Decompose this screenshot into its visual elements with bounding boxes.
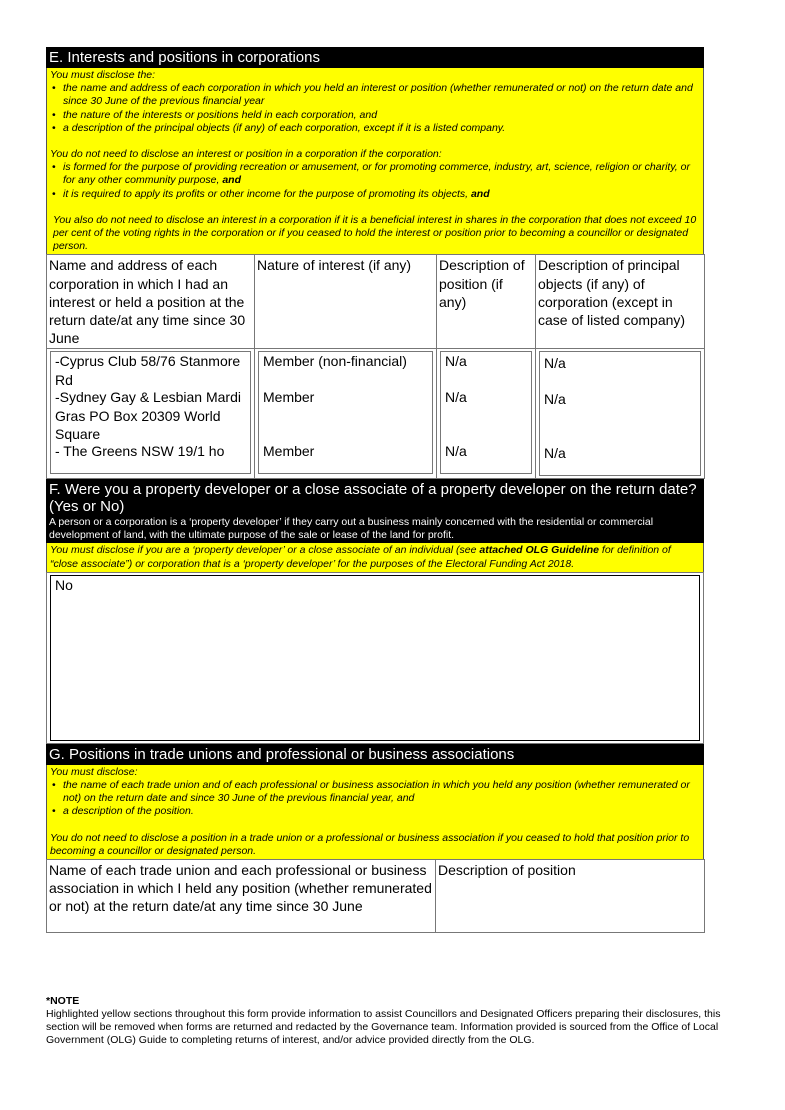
note-title: *NOTE xyxy=(46,995,80,1007)
corporations-table xyxy=(46,254,705,479)
table-cell: -Cyprus Club 58/76 Stanmore Rd xyxy=(55,353,241,388)
and-word: and xyxy=(222,174,242,187)
trade-unions-table xyxy=(46,859,705,933)
guidance-item xyxy=(50,161,700,187)
instruction-text: for definition of “close associate”) or corporation that is a ‘property developer’ for the purposes of the Electoral Funding Act 2018. xyxy=(50,544,671,570)
column-header: Description of position xyxy=(436,860,705,933)
table-cell: Member (non-financial) xyxy=(263,353,407,370)
exemption-text: it is required to apply its profits or other income for the purpose of promoting its objects, xyxy=(63,187,469,200)
column-header: Description of position (if any) xyxy=(437,255,536,349)
guidance-item: • a description of the position. xyxy=(50,805,700,818)
property-developer-definition: A person or a corporation is a ‘property developer’ if they carry out a business mainly concerned with the residential or commercial development of land, with the ultimate purpose of the sale or lease of the land for profit. xyxy=(46,516,704,543)
table-cell: - The Greens NSW 19/1 ho xyxy=(55,443,225,460)
column-header: Name of each trade union and each professional or business association in which I held any position (whether remunerated or not) at the return date/at any time since 30 June xyxy=(47,860,436,933)
table-cell: N/a xyxy=(544,391,566,408)
guidance-item: • the name of each trade union and of each professional or business association in which you held any position (whether remunerated or not) on the return date and since 30 June of the previous financial year, and xyxy=(50,779,700,805)
no-need-intro: You do not need to disclose an interest or position in a corporation if the corporation: xyxy=(50,148,442,161)
table-header-row xyxy=(47,255,705,349)
section-g-guidance xyxy=(46,765,704,859)
nature-field[interactable] xyxy=(258,351,433,474)
column-header: Name and address of each corporation in which I had an interest or held a position at the return date/at any time since 30 June xyxy=(47,255,255,349)
position-field[interactable] xyxy=(440,351,532,474)
must-disclose-label: You must disclose the: xyxy=(50,69,156,81)
disclosure-form xyxy=(46,47,704,933)
section-f-answer-box xyxy=(46,572,704,744)
and-word: and xyxy=(470,187,490,200)
table-cell: N/a xyxy=(544,355,566,372)
table-cell: Member xyxy=(263,443,315,460)
no-need-text: You do not need to disclose a position in a trade union or a professional or business association if you ceased to hold that position prior to becoming a councillor or designated person. xyxy=(50,831,690,857)
answer-text: No xyxy=(55,576,73,593)
table-cell: N/a xyxy=(445,353,467,370)
table-cell: N/a xyxy=(544,445,566,462)
property-developer-answer-field[interactable] xyxy=(50,575,700,741)
must-disclose-label: You must disclose: xyxy=(50,765,138,778)
table-cell: -Sydney Gay & Lesbian Mardi Gras PO Box 20309 World Square xyxy=(55,389,241,442)
table-header-row xyxy=(47,860,705,933)
table-cell: Member xyxy=(263,389,315,406)
table-cell: N/a xyxy=(445,443,467,460)
section-f-title: F. Were you a property developer or a close associate of a property developer on the return date? (Yes or No) xyxy=(46,479,704,516)
section-g-title: G. Positions in trade unions and professional or business associations xyxy=(46,744,704,765)
answer-row xyxy=(47,349,705,479)
instruction-text: You must disclose if you are a ‘property developer’ or a close associate of an individual (see xyxy=(50,544,480,557)
footer-note xyxy=(46,995,736,1047)
column-header: Nature of interest (if any) xyxy=(255,255,437,349)
section-e-guidance xyxy=(46,68,704,254)
guidance-item: • the nature of the interests or positions held in each corporation, and xyxy=(50,109,700,122)
table-cell: N/a xyxy=(445,389,467,406)
also-no-need-text: You also do not need to disclose an interest in a corporation if it is a beneficial interest in shares in the corporation that does not exceed 10 per cent of the voting rights in the corporation or if you ceased to hold the interest or position prior to becoming a councillor or designated person. xyxy=(53,213,697,253)
objects-field[interactable] xyxy=(539,351,701,476)
note-text: Highlighted yellow sections throughout this form provide information to assist Councillors and Designated Officers preparing their disclosures, this section will be removed when forms are returned and redacted by the Governance team. Information provided is sourced from the Office of Local Government (OLG) Guide to completing returns of interest, and/or advice provided directly from the OLG. xyxy=(46,1008,721,1046)
guidance-item: • the name and address of each corporation in which you held an interest or position (whether remunerated or not) on the return date and since 30 June of the previous financial year xyxy=(50,82,700,108)
guidance-item: • a description of the principal objects (if any) of each corporation, except if it is a listed company. xyxy=(50,122,700,135)
exemption-text: is formed for the purpose of providing recreation or amusement, or for promoting commerce, industry, art, science, religion or charity, or for any other community purpose, xyxy=(63,161,690,187)
olg-guideline-link[interactable]: attached OLG Guideline xyxy=(479,544,599,557)
section-e-title: E. Interests and positions in corporations xyxy=(46,47,704,68)
column-header: Description of principal objects (if any) of corporation (except in case of listed company) xyxy=(536,255,705,349)
guidance-item xyxy=(50,188,700,201)
section-f-guidance xyxy=(46,543,704,571)
name-address-field[interactable] xyxy=(50,351,251,474)
